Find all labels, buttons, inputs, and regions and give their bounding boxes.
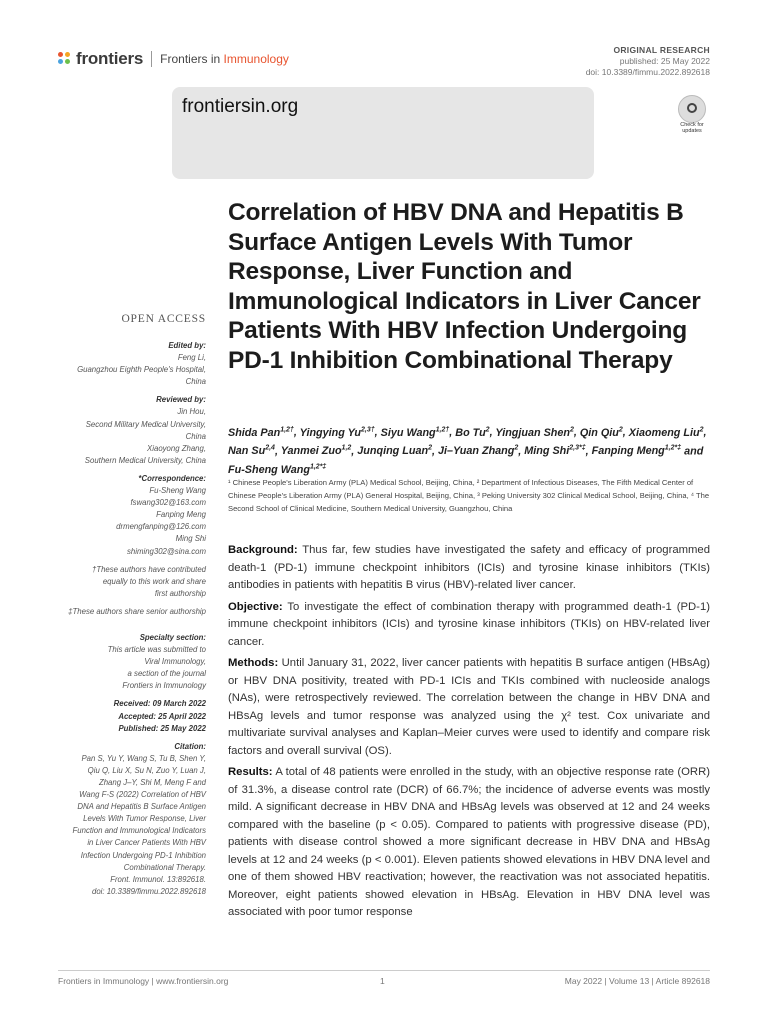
citation-line: in Liver Cancer Patients With HBV [87,838,206,848]
author-name[interactable] [580,427,623,439]
correspondent-name: Ming Shi [175,534,206,544]
check-for-updates-badge[interactable] [672,95,712,135]
site-link[interactable]: frontiersin.org [182,96,299,117]
citation-label: Citation: [174,741,206,751]
equal-contribution-note [50,564,206,600]
reviewer-line: Xiaoyong Zhang, [147,443,206,453]
author-name[interactable] [524,445,585,457]
author-name[interactable] [228,427,294,439]
methods-text: Until January 31, 2022, liver cancer patients with hepatitis B surface antigen (HBsAg) or HBV DNA positivity, treated with PD-1 ICIs and TKIs combined with nucleoside analogs (NAs), were retrospectively reviewed. The correlation between the change in HBV DNA and HBsAg levels and tumor response was analyzed using the χ² test. Cox univariate and multivariate survival analyses and Kaplan–Meier curves were used to identify and compare risk factors and overall survival (OS). [228,657,711,757]
open-access-label: OPEN ACCESS [121,313,206,325]
author-name[interactable] [438,445,518,457]
editor-line: China [185,377,206,387]
author-name[interactable] [495,427,574,439]
specialty-block [50,632,206,692]
correspondent-email[interactable]: fswang302@163.com [130,498,206,508]
author-name-text: Qin Qiu [579,426,619,439]
results-text: A total of 48 patients were enrolled in the study, with an objective response rate (ORR) of 31.3%, a disease control rate (DCR) of 66.7%; the incidence of adverse events was mostly mild. A significant decrease in HBV DNA and HBsAg levels was observed at 12 and 24 weeks compared with the baseline (p < 0.05). Compared to patients with progressive disease (PD), patients with disease control showed a more significant decrease in HBV DNA and HBsAg levels at 12 and 24 weeks (p < 0.001). Eleven patients showed elevations in HBV DNA level and one of them showed HBV reactivation; however, the reactivation was not associated hepatitis. Moreover, eight patients showed elevation in HBsAg. Elevation in HBV DNA level was associated with poor tumor response [228,766,710,918]
published-date-sidebar: Published: 25 May 2022 [118,723,206,733]
page-number: 1 [380,976,385,986]
correspondent-email[interactable]: shiming302@sina.com [127,546,206,556]
author-affiliation-sup: 2 [618,426,623,433]
author-name-text: Ming Shi [524,445,570,458]
senior-authorship-note [50,606,206,618]
journal-prefix: Frontiers in [160,52,224,66]
author-name[interactable] [592,445,682,457]
methods-heading: Methods: [228,657,279,669]
journal-name-accent: Immunology [223,52,289,66]
author-name-text: Fu-Sheng Wang [228,464,310,477]
doi[interactable]: doi: 10.3389/fimmu.2022.892618 [585,67,710,77]
objective-text: To investigate the effect of combination therapy with programmed death-1 (PD-1) immune checkpoint inhibitors (ICIs) and tyrosine kinase inhibitors (TKIs) on HBV-related liver cancer. [228,600,710,648]
author-name[interactable] [228,464,326,476]
author-affiliation-sup: 2,3*‡ [569,444,586,452]
author-affiliation-sup: 2 [428,444,432,452]
author-name-text: Fanping Meng [591,445,665,458]
author-name-text: Shida Pan [228,426,281,439]
author-name[interactable] [455,427,489,439]
author-name-text: Bo Tu [455,426,486,439]
correspondent-name: Fu-Sheng Wang [149,486,206,496]
abstract-results [228,764,710,922]
author-name-text: Junqing Luan [357,445,429,458]
correspondent-email[interactable]: drmengfanping@126.com [116,522,206,532]
author-affiliation-sup: 1,2 [341,444,352,452]
check-updates-label: Check for updates [680,122,704,134]
citation-line: Qiu Q, Liu X, Su N, Zuo Y, Luan J, [87,765,206,775]
frontiers-logo[interactable] [58,46,289,72]
correspondent-name: Fanping Meng [156,510,206,520]
check-updates-icon [678,95,706,123]
note-line: equally to this work and share [102,576,206,586]
editor-line: Feng Li, [177,353,206,363]
footer-divider [58,970,710,971]
author-name[interactable] [281,445,352,457]
author-name[interactable] [300,427,375,439]
abstract-background [228,542,710,595]
edited-by-label: Edited by: [168,341,206,350]
author-list: Shida Pan$^{1,2\dagger}$, Yingying $Yu^{2,3\dagger}$, Siyu Wang$^{1,2\dagger}$, Bo Tu$^2$, Yingjuan Shen$^2$, Qin Qiu$^2$, Xiaomeng Liu$^2$, Nan Su$^{2,4}$, Yanmei Zuo$^{1,2}$, Junqing Luan$^2$, Ji–Yuan Zhang$^2$, Ming Shi$^{2,3*\ddagger}$, Fanping Meng$^{1,2*\ddagger}$ and Fu-Sheng Wang$^{1,2*\ddagger}$ [228,426,707,477]
reviewer-line: Jin Hou, [177,407,206,417]
author-name[interactable] [381,427,450,439]
reviewed-by-block [50,394,206,467]
author-name[interactable] [228,445,275,457]
abstract [228,542,710,926]
affiliations: ¹ Chinese People's Liberation Army (PLA) Medical School, Beijing, China, ² Department of Infectious Diseases, The Fifth Medical Center of Chinese People's Liberation Army (PLA) General Hospital, Beijing, China, ³ Peking University 302 Clinical Medical School, Beijing, China, ⁴ The Second School of Clinical Medicine, Southern Medical University, Guangzhou, China [228,478,710,513]
correspondence-label: *Correspondence: [138,473,206,483]
author-name-text: Yanmei Zuo [280,445,342,458]
author-affiliation-sup: 2 [514,444,519,452]
note-line: ‡These authors share senior authorship [68,606,206,616]
citation-doi[interactable]: doi: 10.3389/fimmu.2022.892618 [91,886,206,896]
specialty-line: a section of the journal [127,669,206,679]
background-text: Thus far, few studies have investigated the safety and efficacy of programmed death-1 (PD-1) immune checkpoint inhibitors (ICIs) and tyrosine kinase inhibitors (TKIs) antibodies in patients with hepatitis B virus (HBV)-related liver cancer. [228,544,711,591]
reviewer-line: Second Military Medical University, [85,419,206,429]
note-line: †These authors have contributed [92,564,206,574]
article-type: ORIGINAL RESEARCH [613,45,710,55]
author-affiliation-sup: 1,2*‡ [309,463,327,471]
reviewer-line: Southern Medical University, China [84,455,206,465]
author-affiliation-sup: 1,2† [280,426,294,433]
abstract-methods [228,655,710,760]
logo-divider [151,51,152,67]
specialty-line: This article was submitted to [107,645,206,655]
received-date: Received: 09 March 2022 [113,699,206,709]
citation-line: Pan S, Yu Y, Wang S, Tu B, Shen Y, [81,753,206,763]
published-date: published: 25 May 2022 [619,56,710,66]
citation-line: Levels With Tumor Response, Liver [83,814,206,824]
author-affiliation-sup: 1,2*‡ [664,444,682,452]
dates-block [50,698,206,734]
note-line: first authorship [154,588,206,598]
background-heading: Background: [228,544,298,556]
author-affiliation-sup: 2 [485,426,490,433]
footer-journal[interactable]: Frontiers in Immunology | www.frontiersin.org [58,976,229,986]
correspondence-block [50,473,206,558]
author-name[interactable] [357,445,432,457]
author-affiliation-sup: 2 [569,426,574,433]
author-affiliation-sup: 2,4 [265,444,275,452]
editor-line: Guangzhou Eighth People's Hospital, [77,365,206,375]
article-meta [586,45,710,78]
footer-issue: May 2022 | Volume 13 | Article 892618 [564,976,710,986]
citation-line: Wang F-S (2022) Correlation of HBV [79,790,206,800]
author-affiliation-sup: 2 [699,426,704,433]
citation-line: Zhang J–Y, Shi M, Meng F and [98,778,206,787]
author-affiliation-sup: 1,2† [435,426,450,433]
abstract-objective [228,599,710,652]
citation-line: DNA and Hepatitis B Surface Antigen [77,802,206,812]
article-title: Correlation of HBV DNA and Hepatitis B Surface Antigen Levels With Tumor Response, Liver Function and Immunological Indicators in Liver Cancer Patients With HBV Infection Undergoing PD-1 Inhibition Combinational Therapy [228,199,701,374]
author-affiliation-sup: 2,3† [361,426,375,433]
author-name[interactable] [629,427,704,439]
author-name-text: Yingjuan Shen [495,426,570,439]
citation-line: Infection Undergoing PD-1 Inhibition [80,850,206,860]
specialty-line: Frontiers in Immunology [122,681,206,691]
results-heading: Results: [228,766,273,778]
author-name-text: Siyu Wang [380,426,436,439]
specialty-line: Viral Immunology, [144,657,206,667]
logo-wordmark: frontiers [76,49,144,68]
citation-block [50,741,206,898]
citation-line: Combinational Therapy. [123,862,206,872]
journal-name [160,52,289,66]
citation-line: Front. Immunol. 13:892618. [110,874,206,884]
author-name-text: Yingying Yu [299,426,362,439]
reviewer-line: China [185,431,206,441]
article-info-sidebar [50,340,206,904]
specialty-label: Specialty section: [139,632,206,642]
author-name-text: Xiaomeng Liu [628,426,700,439]
citation-line: Function and Immunological Indicators [72,826,206,836]
objective-heading: Objective: [228,600,283,613]
accepted-date: Accepted: 25 April 2022 [118,711,206,721]
frontiers-logo-icon [58,52,72,66]
author-name-text: Nan Su [228,445,266,458]
edited-by-block [50,340,206,388]
reviewed-by-label: Reviewed by: [156,395,206,405]
author-name-text: Ji–Yuan Zhang [437,445,515,458]
